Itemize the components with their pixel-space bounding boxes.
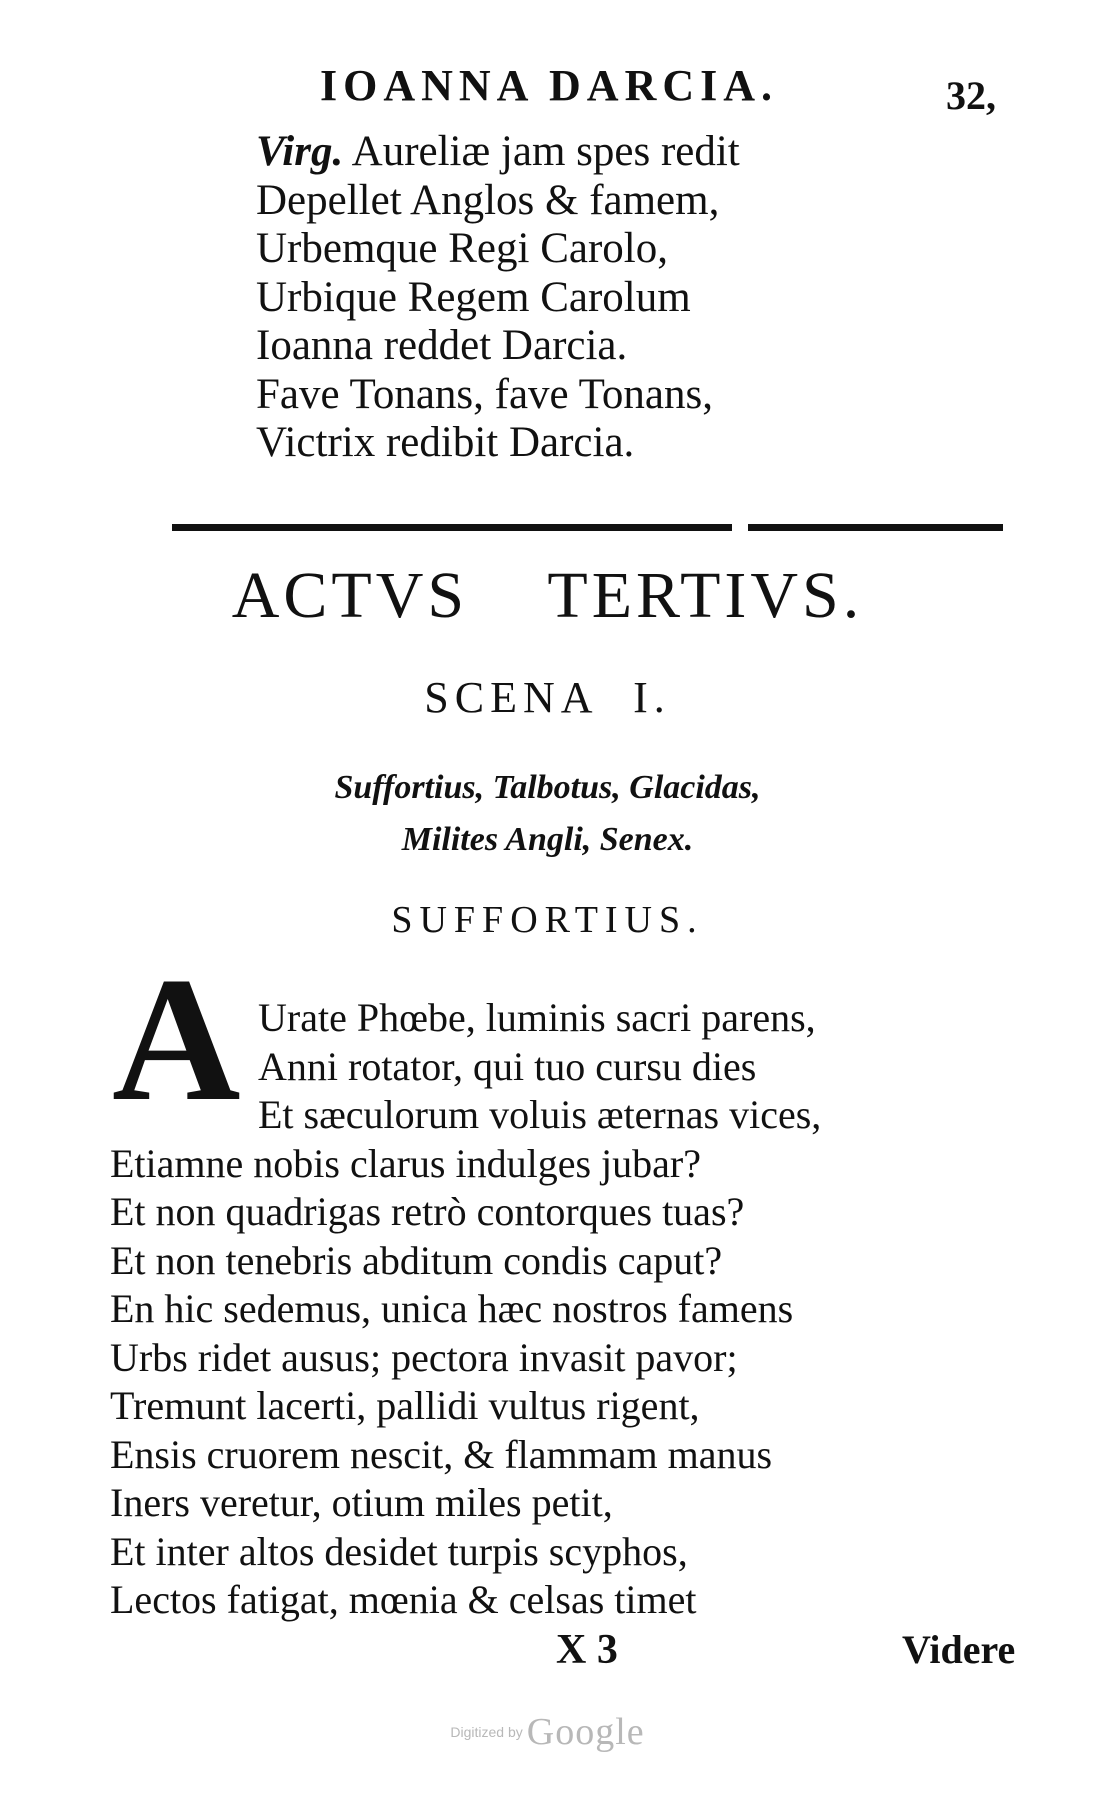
catchword: Videre	[902, 1627, 1016, 1672]
speech-line: Tremunt lacerti, pallidi vultus rigent,	[110, 1383, 700, 1428]
verse-line: Fave Tonans, fave Tonans,	[256, 370, 713, 418]
speech-line: Iners veretur, otium miles petit,	[110, 1480, 613, 1525]
verse-line	[256, 128, 740, 177]
speech-line: Lectos fatigat, mœnia & celsas timet	[110, 1577, 697, 1622]
page-number: 32,	[946, 73, 996, 118]
act-title: ACTVS TERTIVS.	[231, 559, 864, 632]
verse-line: Victrix redibit Darcia.	[256, 419, 635, 466]
verse-line: Depellet Anglos & famem,	[256, 176, 720, 224]
watermark-brand: Google	[526, 1711, 645, 1753]
speech-line: Et sæculorum voluis æternas vices,	[258, 1092, 822, 1137]
speech-line: Urbs ridet ausus; pectora invasit pavor;	[110, 1334, 738, 1380]
gathering-signature: X 3	[556, 1627, 618, 1673]
section-divider-rule	[172, 524, 732, 531]
cast-list	[0, 762, 1095, 866]
speech-line: Anni rotator, qui tuo cursu dies	[258, 1043, 757, 1089]
speech-line: Etiamne nobis clarus indulges jubar?	[110, 1140, 701, 1186]
speech-line: Urate Phœbe, luminis sacri parens,	[258, 995, 816, 1040]
verse-line: Urbique Regem Carolum	[256, 273, 691, 321]
speech-line: Et non quadrigas retrò contorques tuas?	[110, 1189, 745, 1234]
digitized-by-watermark	[0, 1710, 1095, 1754]
watermark-prefix: Digitized by	[450, 1724, 523, 1740]
verse-line-text: Aureliæ jam spes redit	[351, 128, 740, 175]
drop-cap-initial: A	[112, 940, 241, 1138]
speech-line: Et non tenebris abditum condis caput?	[110, 1237, 723, 1283]
chorus-verse-block	[256, 128, 740, 468]
speech-line: En hic sedemus, unica hæc nostros famens	[110, 1286, 794, 1331]
speech-line: Ensis cruorem nescit, & flammam manus	[110, 1431, 773, 1477]
verse-line: Urbemque Regi Carolo,	[256, 225, 668, 272]
section-divider-rule	[748, 524, 1003, 531]
speech-text	[110, 994, 821, 1625]
verse-line: Ioanna reddet Darcia.	[256, 322, 628, 369]
scene-title: SCENA I.	[424, 673, 671, 722]
cast-line: Milites Angli, Senex.	[401, 821, 694, 858]
speech-line: Et inter altos desidet turpis scyphos,	[110, 1528, 688, 1574]
running-title: IOANNA DARCIA.	[320, 61, 779, 110]
cast-line: Suffortius, Talbotus, Glacidas,	[334, 769, 761, 806]
speaker-abbreviation: Virg.	[256, 128, 344, 175]
speaker-heading: SUFFORTIUS.	[391, 899, 704, 941]
